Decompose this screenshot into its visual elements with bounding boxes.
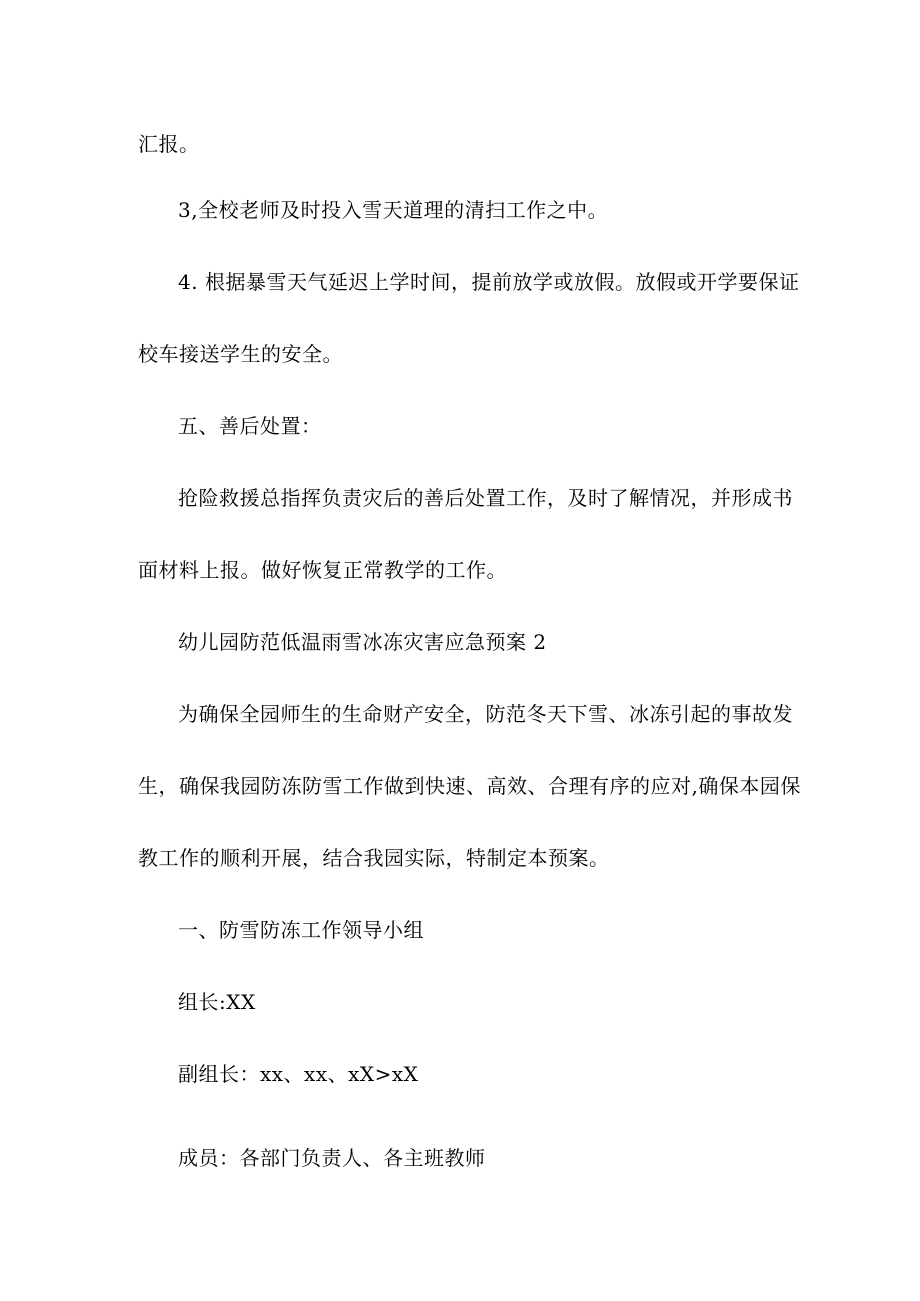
document-title: 幼儿园防范低温雨雪冰冻灾害应急预案 2: [178, 630, 547, 654]
paragraph-line: 生，确保我园防冻防雪工作做到快速、高效、合理有序的应对,确保本园保: [138, 774, 801, 798]
deputy-group-leaders: 副组长：xx、xx、xX>xX: [178, 1062, 419, 1086]
paragraph-line: 校车接送学生的安全。: [138, 342, 343, 366]
section-heading: 一、防雪防冻工作领导小组: [178, 918, 424, 942]
paragraph-line: 教工作的顺利开展，结合我园实际，特制定本预案。: [138, 846, 610, 870]
paragraph-line: 3,全校老师及时投入雪天道理的清扫工作之中。: [178, 198, 609, 222]
paragraph-line: 为确保全园师生的生命财产安全，防范冬天下雪、冰冻引起的事故发: [178, 702, 793, 726]
paragraph-line: 汇报。: [138, 132, 200, 156]
paragraph-line: 4. 根据暴雪天气延迟上学时间，提前放学或放假。放假或开学要保证: [178, 270, 800, 294]
group-members: 成员：各部门负责人、各主班教师: [178, 1146, 486, 1170]
group-leader: 组长:XX: [178, 990, 256, 1014]
paragraph-line: 面材料上报。做好恢复正常教学的工作。: [138, 558, 507, 582]
paragraph-line: 抢险救援总指挥负责灾后的善后处置工作，及时了解情况，并形成书: [178, 486, 793, 510]
section-heading: 五、善后处置：: [178, 414, 322, 438]
